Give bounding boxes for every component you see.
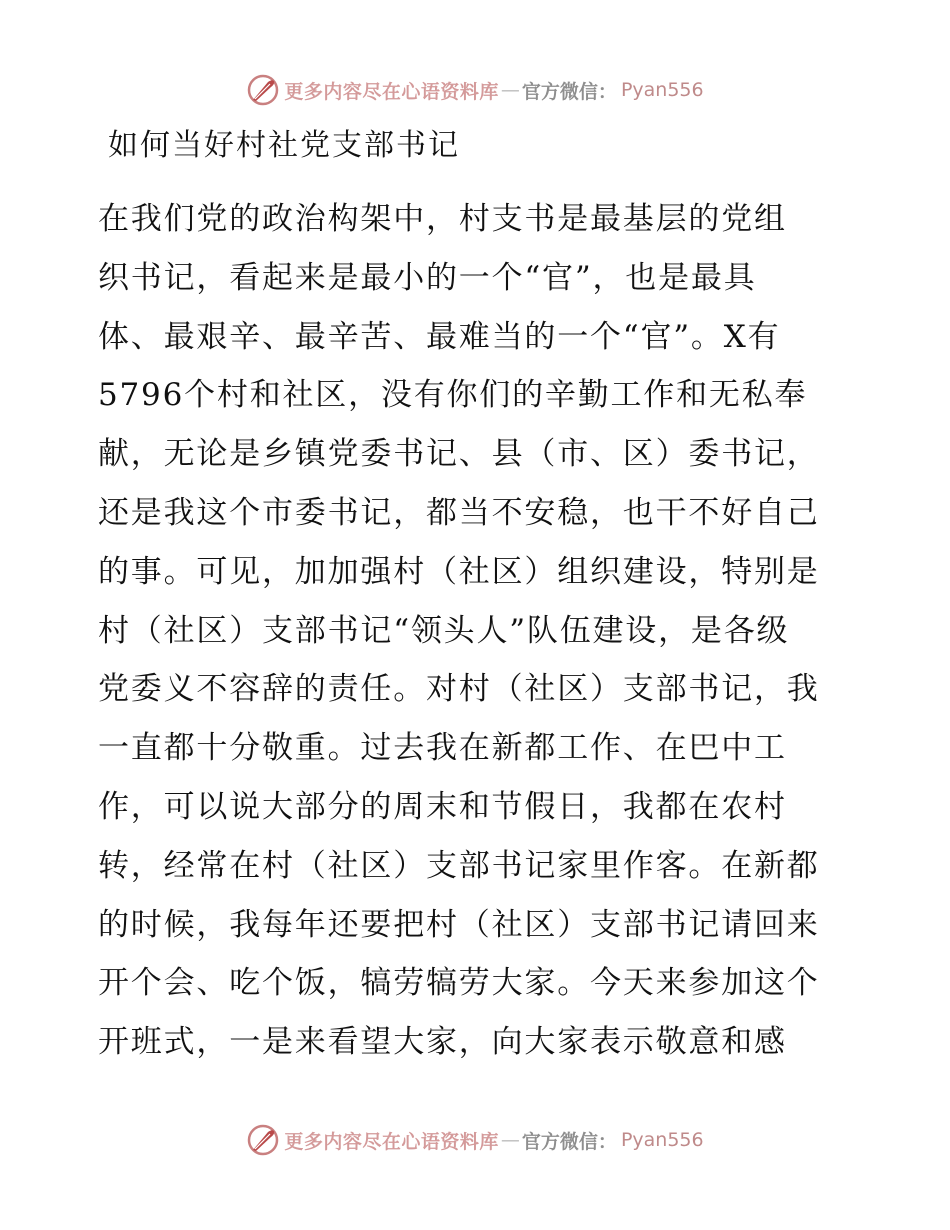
body-line: 开个会、吃个饭，犒劳犒劳大家。今天来参加这个 [98,965,820,1002]
watermark-label: 官方微信： [521,80,617,103]
body-line: 还是我这个市委书记，都当不安稳，也干不好自己 [98,494,820,531]
body-line: 一直都十分敬重。过去我在新都工作、在巴中工 [98,730,787,767]
body-line: 村（社区）支部书记“领头人”队伍建设，是各级 [98,612,790,649]
body-line: 织书记，看起来是最小的一个“官”，也是最具 [98,259,757,296]
body-line: 献，无论是乡镇党委书记、县（市、区）委书记， [98,436,820,473]
watermark-text: 更多内容尽在心语资料库 [284,1130,499,1153]
watermark-dash: — [500,1129,520,1151]
watermark-dash: — [500,79,520,101]
quill-logo-icon [246,73,280,107]
document-body [98,190,858,1072]
document-title: 如何当好村社党支部书记 [108,128,460,163]
quill-logo-icon [246,1123,280,1157]
header-watermark [0,70,950,110]
body-line: 的时候，我每年还要把村（社区）支部书记请回来 [98,906,820,943]
footer-watermark [0,1120,950,1160]
body-line: 5796个村和社区，没有你们的辛勤工作和无私奉 [98,377,808,414]
watermark-account: Pyan556 [620,1129,704,1151]
watermark-label: 官方微信： [521,1130,617,1153]
body-line: 体、最艰辛、最辛苦、最难当的一个“官”。X有 [98,318,781,355]
body-line: 的事。可见，加加强村（社区）组织建设，特别是 [98,553,820,590]
watermark-text: 更多内容尽在心语资料库 [284,80,499,103]
body-line: 转，经常在村（社区）支部书记家里作客。在新都 [98,847,820,884]
body-line: 党委义不容辞的责任。对村（社区）支部书记，我 [98,671,820,708]
watermark-account: Pyan556 [620,79,704,101]
body-line: 作，可以说大部分的周末和节假日，我都在农村 [98,788,787,825]
body-line: 在我们党的政治构架中，村支书是最基层的党组 [98,201,787,237]
body-line: 开班式，一是来看望大家，向大家表示敬意和感 [98,1024,787,1061]
